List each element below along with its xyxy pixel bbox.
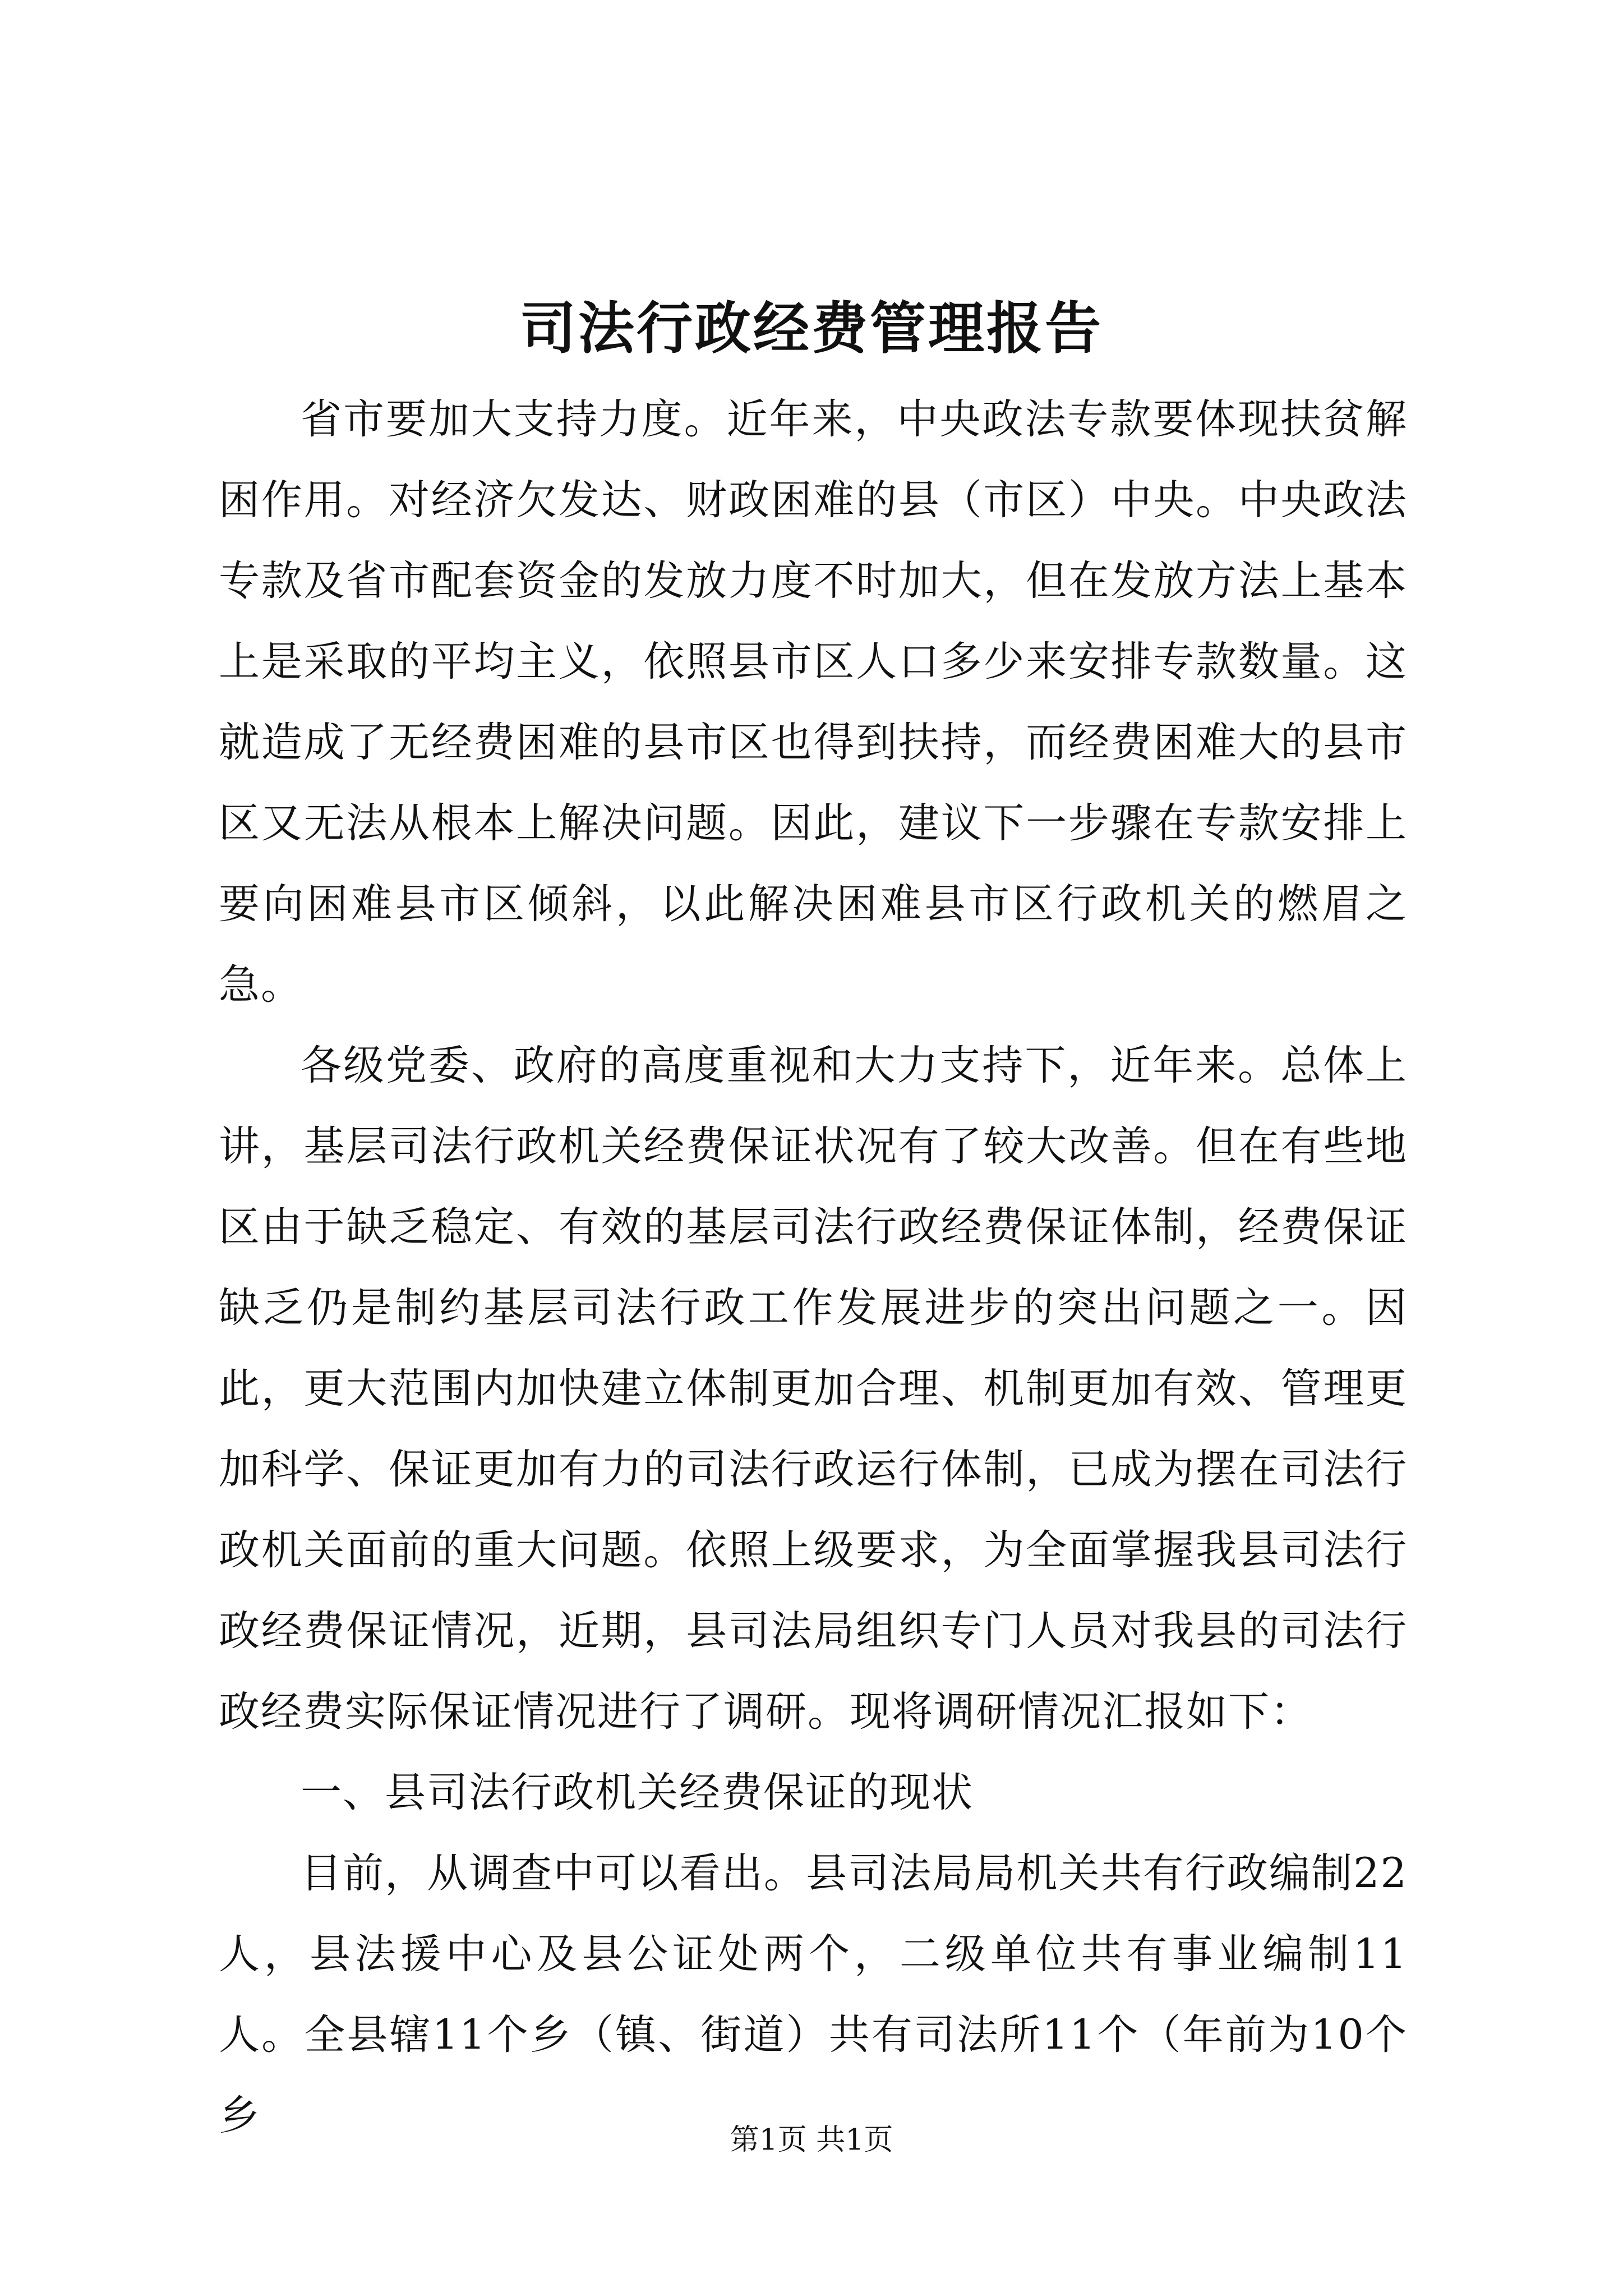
- section-heading: 一、县司法行政机关经费保证的现状: [301, 1769, 974, 1816]
- document-title: 司法行政经费管理报告: [520, 295, 1103, 361]
- page-footer: 第1页 共1页: [730, 2123, 893, 2157]
- body-paragraph: 省市要加大支持力度。近年来，中央政法专款要体现扶贫解困作用。对经济欠发达、财政困难的县（市区）中央。中央政法专款及省市配套资金的发放力度不时加大，但在发放方法上基本上是采取的平均主义，依照县市区人口多少来安排专款数量。这就造成了无经费困难的县市区也得到扶持，而经费困难大的县市区又无法从根本上解决问题。因此，建议下一步骤在专款安排上要向困难县市区倾斜，以此解决困难县市区行政机关的燃眉之急。: [219, 395, 1408, 1009]
- document-body: [219, 379, 1408, 2156]
- body-paragraph: 目前，从调查中可以看出。县司法局局机关共有行政编制22人，县法援中心及县公证处两个，二级单位共有事业编制11人。全县辖11个乡（镇、街道）共有司法所11个（年前为10个乡: [219, 1849, 1408, 2139]
- body-paragraph: 各级党委、政府的高度重视和大力支持下，近年来。总体上讲，基层司法行政机关经费保证状况有了较大改善。但在有些地区由于缺乏稳定、有效的基层司法行政经费保证体制，经费保证缺乏仍是制约基层司法行政工作发展进步的突出问题之一。因此，更大范围内加快建立体制更加合理、机制更加有效、管理更加科学、保证更加有力的司法行政运行体制，已成为摆在司法行政机关面前的重大问题。依照上级要求，为全面掌握我县司法行政经费保证情况，近期，县司法局组织专门人员对我县的司法行政经费实际保证情况进行了调研。现将调研情况汇报如下：: [219, 1042, 1408, 1736]
